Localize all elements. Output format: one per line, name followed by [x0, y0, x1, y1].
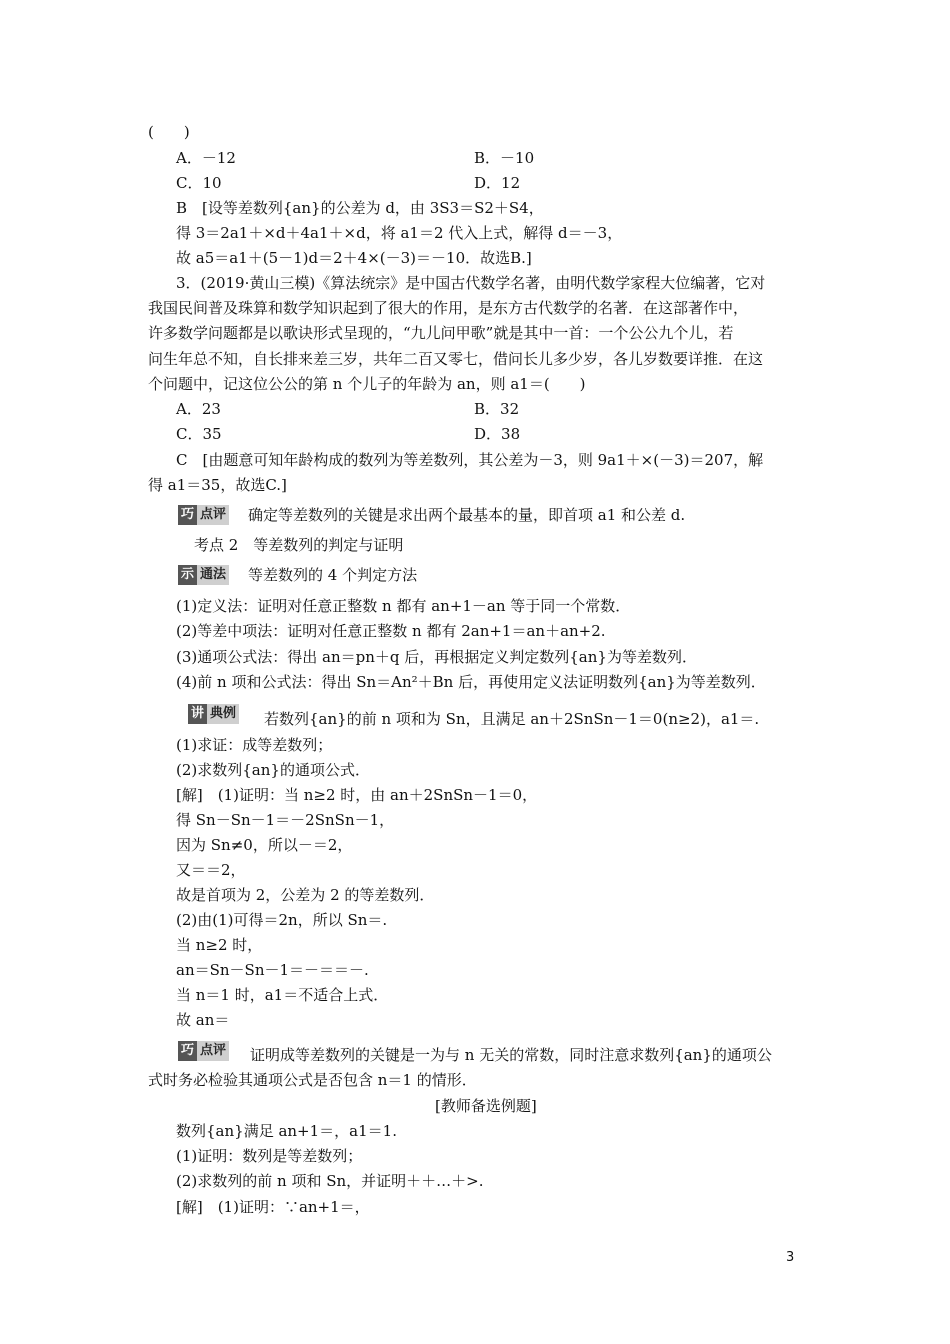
q2-option-a: A．－12: [176, 149, 236, 167]
q2-paren: ( ): [148, 123, 190, 141]
q3-answer-line-2: 得 a1＝35，故选C.]: [148, 476, 287, 494]
example-tag-dark: 讲: [188, 704, 207, 724]
q3-stem-line-2: 我国民间普及珠算和数学知识起到了很大的作用，是东方古代数学的名著．在这部著作中，: [148, 299, 749, 317]
example-part-2: (2)求数列{an}的通项公式．: [176, 761, 370, 779]
q2-answer-line-3: 故 a5＝a1＋(5－1)d＝2＋4×(－3)＝－10．故选B.]: [176, 249, 532, 267]
solution-line-9: 当 n＝1 时，a1＝不适合上式．: [176, 986, 389, 1004]
comment-2-tag-dark: 巧: [178, 1041, 197, 1061]
methods-tag-dark: 示: [178, 565, 197, 585]
solution-line-7: 当 n≥2 时，: [176, 936, 263, 954]
q2-option-b: B．－10: [474, 149, 535, 167]
solution-line-4: 又＝＝2，: [176, 861, 246, 879]
comment-tag-light: 点评: [197, 505, 229, 525]
q3-option-d: D．38: [474, 425, 521, 443]
q2-option-c: C．10: [176, 174, 222, 192]
teacher-line-2: (1)证明：数列是等差数列；: [176, 1147, 363, 1165]
teacher-line-3: (2)求数列的前 n 项和 Sn，并证明＋＋…＋>.: [176, 1172, 484, 1190]
q3-option-b: B．32: [474, 400, 520, 418]
comment-2-tag-light: 点评: [197, 1041, 229, 1061]
solution-line-2: 得 Sn－Sn－1＝－2SnSn－1，: [176, 811, 395, 829]
methods-tag: [178, 565, 229, 585]
example-stem: 若数列{an}的前 n 项和为 Sn，且满足 an＋2SnSn－1＝0(n≥2)，a1＝.: [264, 710, 760, 728]
solution-line-3: 因为 Sn≠0，所以－＝2，: [176, 836, 353, 854]
method-2: (2)等差中项法：证明对任意正整数 n 都有 2an+1＝an＋an+2.: [176, 622, 606, 640]
example-tag-light: 典例: [207, 704, 239, 724]
solution-line-5: 故是首项为 2，公差为 2 的等差数列．: [176, 886, 435, 904]
page-number: 3: [786, 1250, 795, 1265]
q3-option-c: C．35: [176, 425, 222, 443]
q2-option-d: D．12: [474, 174, 521, 192]
teacher-line-1: 数列{an}满足 an+1＝，a1＝1.: [176, 1122, 397, 1140]
method-3: (3)通项公式法：得出 an＝pn＋q 后，再根据定义判定数列{an}为等差数列．: [176, 648, 697, 666]
teacher-example-heading: [教师备选例题]: [435, 1097, 537, 1115]
q3-stem-line-1: 3．(2019·黄山三模)《算法统宗》是中国古代数学名著，由明代数学家程大位编著，它对: [176, 274, 766, 292]
example-part-1: (1)求证：成等差数列；: [176, 736, 333, 754]
q2-answer-line-2: 得 3＝2a1＋×d＋4a1＋×d，将 a1＝2 代入上式，解得 d＝－3，: [176, 224, 623, 242]
q3-answer-line-1: C [由题意可知年龄构成的数列为等差数列，其公差为－3，则 9a1＋×(－3)＝207，解: [176, 451, 764, 469]
methods-title: 等差数列的 4 个判定方法: [248, 566, 418, 584]
methods-tag-light: 通法: [197, 565, 229, 585]
comment-tag: [178, 505, 229, 525]
solution-line-6: (2)由(1)可得＝2n，所以 Sn＝.: [176, 911, 388, 929]
method-1: (1)定义法：证明对任意正整数 n 都有 an+1－an 等于同一个常数．: [176, 597, 631, 615]
comment-2-text-line-2: 式时务必检验其通项公式是否包含 n＝1 的情形．: [148, 1071, 477, 1089]
q3-stem-line-4: 问生年总不知，自长排来差三岁，共年二百又零七，借问长儿多少岁，各儿岁数要详推．在这: [148, 350, 764, 368]
q3-stem-line-5: 个问题中，记这位公公的第 n 个儿子的年龄为 an，则 a1＝( ): [148, 375, 586, 393]
solution-line-10: 故 an＝: [176, 1011, 230, 1029]
teacher-line-4: [解] (1)证明：∵an+1＝，: [176, 1198, 370, 1216]
q3-option-a: A．23: [176, 400, 221, 418]
comment-1-text: 确定等差数列的关键是求出两个最基本的量，即首项 a1 和公差 d.: [248, 506, 686, 524]
q2-answer-line-1: B [设等差数列{an}的公差为 d，由 3S3＝S2＋S4，: [176, 199, 544, 217]
method-4: (4)前 n 项和公式法：得出 Sn＝An²＋Bn 后，再使用定义法证明数列{an}为等差数列．: [176, 673, 766, 691]
comment-tag-dark: 巧: [178, 505, 197, 525]
q3-stem-line-3: 许多数学问题都是以歌诀形式呈现的，“九儿问甲歌”就是其中一首：一个公公九个儿，若: [148, 324, 734, 342]
example-tag: [188, 704, 239, 724]
comment-2-tag: [178, 1041, 229, 1061]
solution-line-1: [解] (1)证明：当 n≥2 时，由 an＋2SnSn－1＝0，: [176, 786, 538, 804]
comment-2-text-line-1: 证明成等差数列的关键是一为与 n 无关的常数，同时注意求数列{an}的通项公: [250, 1046, 772, 1064]
section-heading: 考点 2 等差数列的判定与证明: [194, 536, 404, 554]
solution-line-8: an＝Sn－Sn－1＝－＝＝－.: [176, 961, 369, 979]
